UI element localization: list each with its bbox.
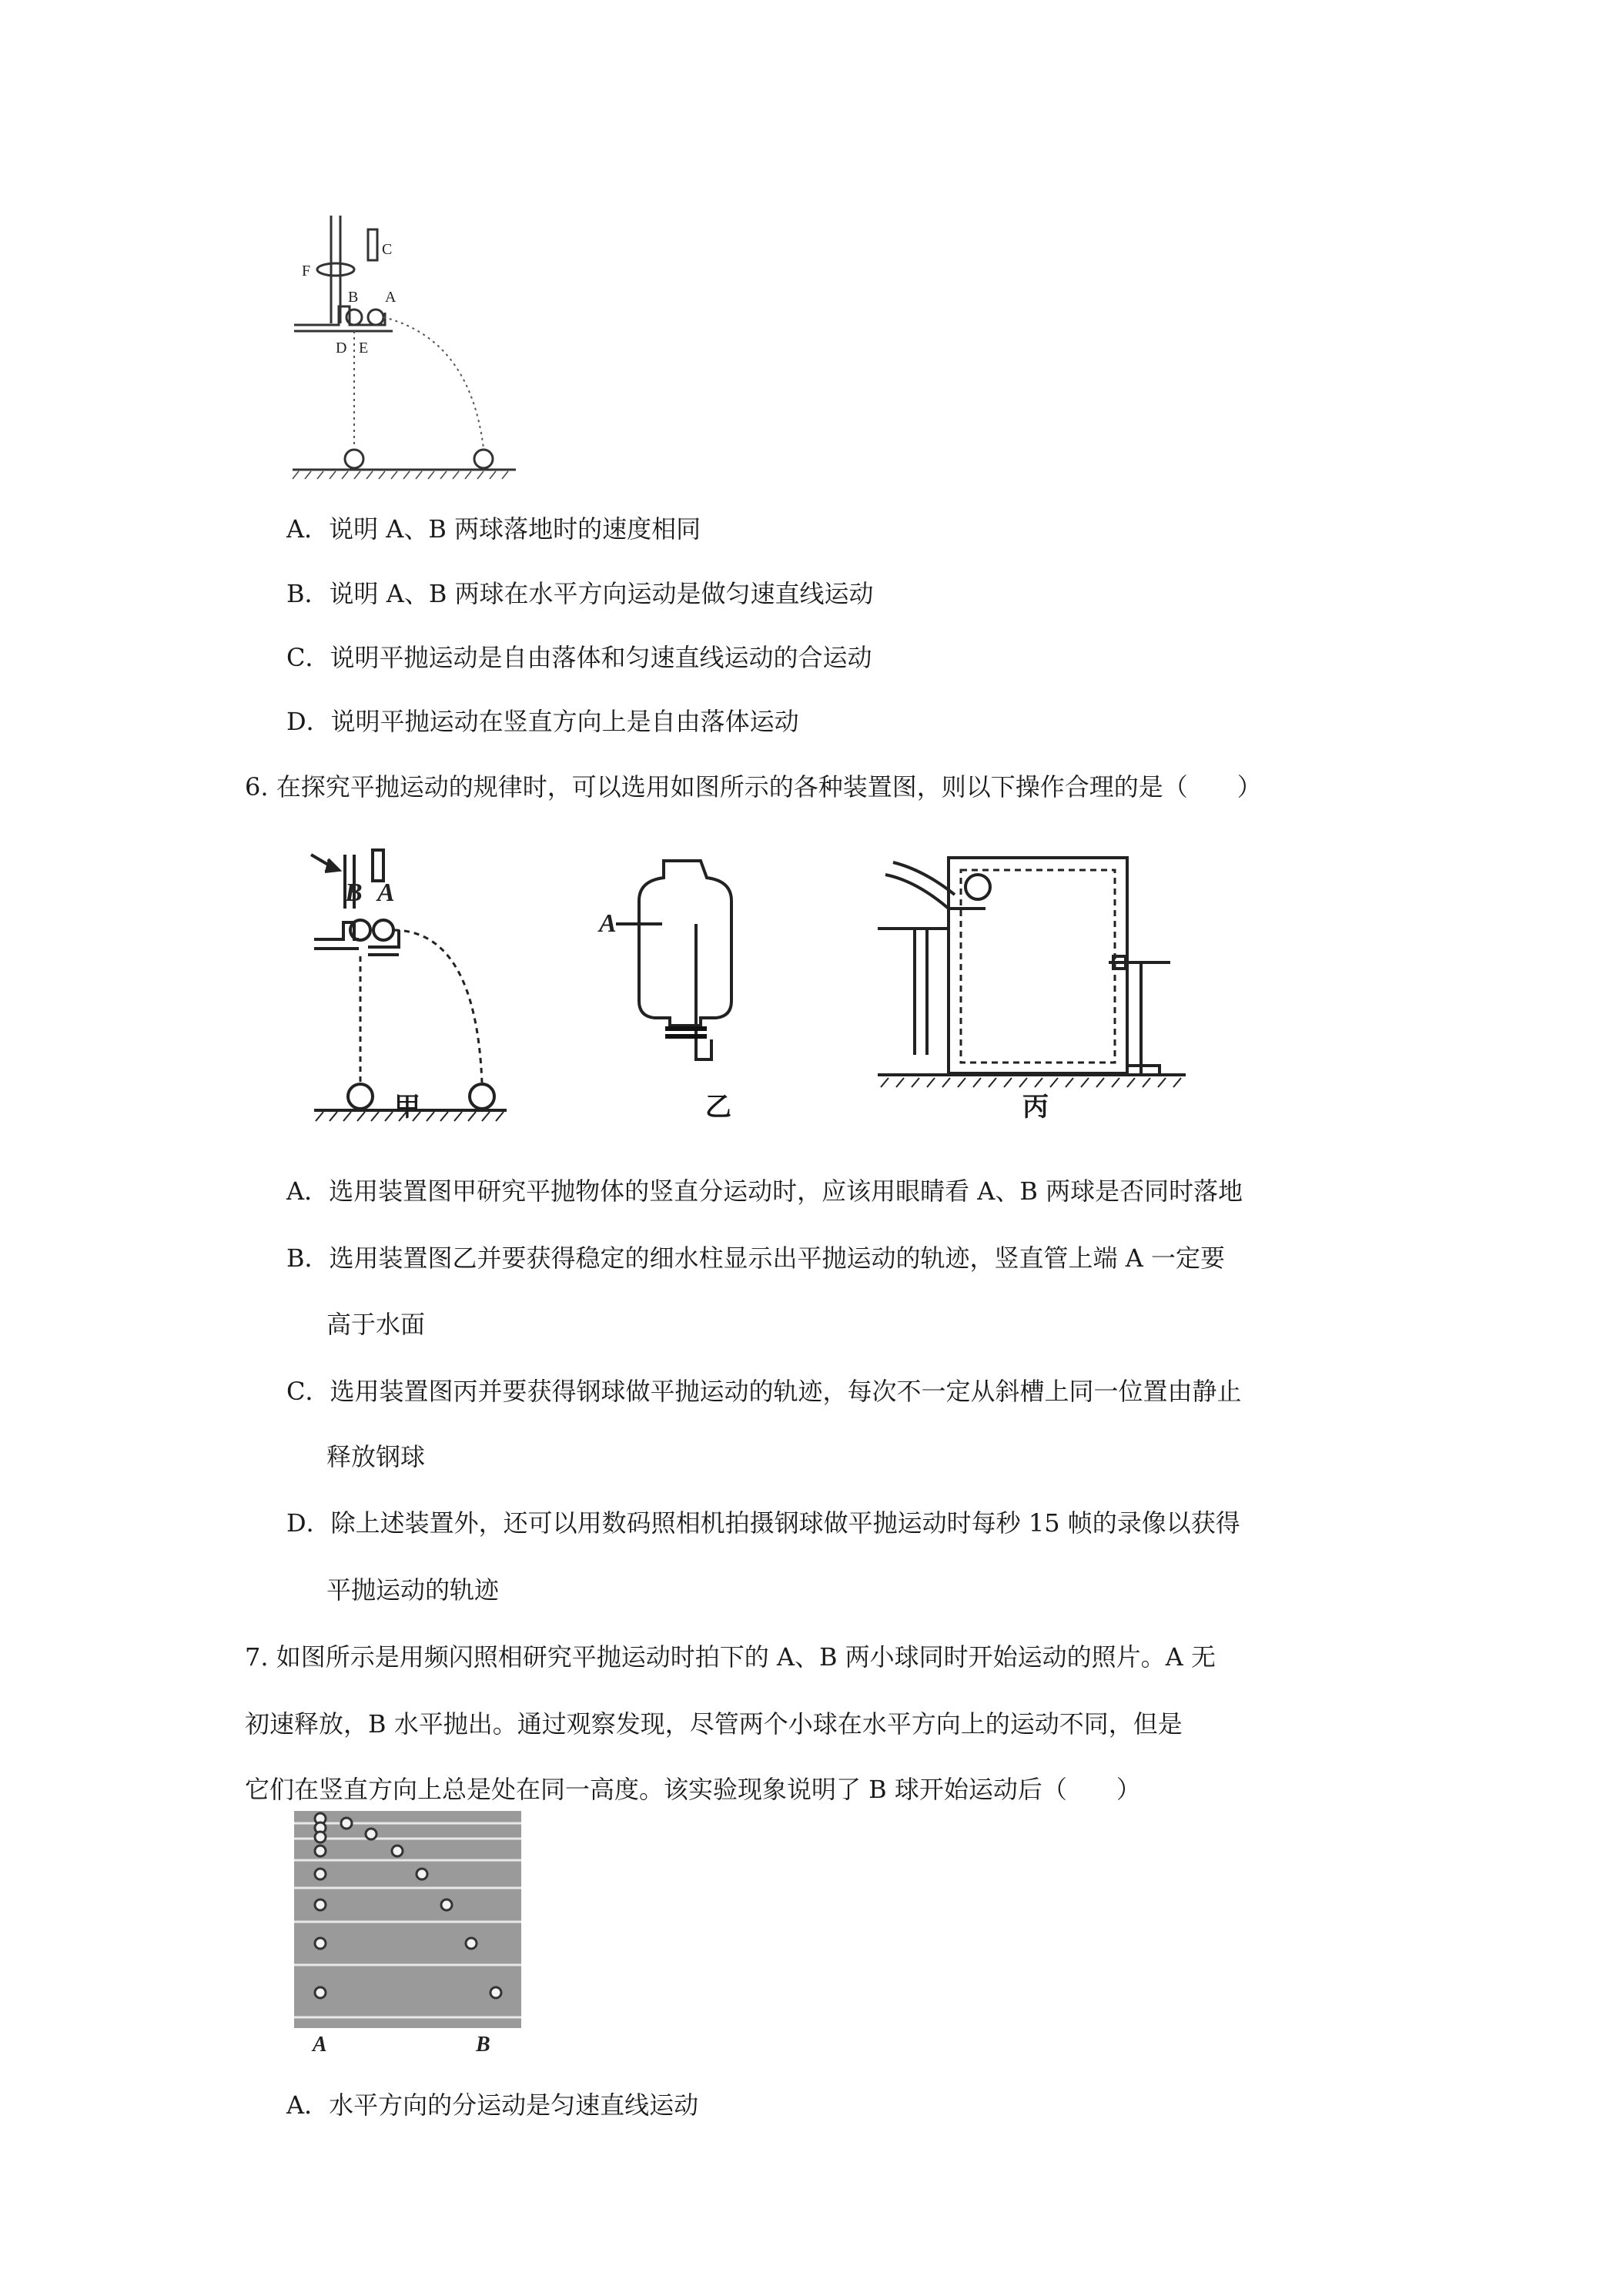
- jia-label-a: A: [377, 879, 395, 907]
- q6-option-d: D．除上述装置外，还可以用数码照相机拍摄钢球做平抛运动时每秒 15 帧的录像以获得: [286, 1508, 1240, 1538]
- q6-option-b-cont: 高于水面: [326, 1310, 426, 1339]
- q6-caption-bing: 丙: [1022, 1092, 1049, 1123]
- q6-caption-jia: 甲: [394, 1092, 420, 1123]
- q6-option-a: A．选用装置图甲研究平抛物体的竖直分运动时，应该用眼睛看 A、B 两球是否同时落地: [286, 1176, 1243, 1206]
- fig1-label-c: C: [382, 241, 393, 258]
- fig1-label-e: E: [359, 340, 369, 356]
- q5-option-d: D．说明平抛运动在竖直方向上是自由落体运动: [286, 707, 799, 736]
- q7-stem-line-1: 7. 如图所示是用频闪照相研究平抛运动时拍下的 A、B 两小球同时开始运动的照片。A 无: [245, 1642, 1216, 1672]
- q5-option-c: C．说明平抛运动是自由落体和匀速直线运动的合运动: [286, 643, 872, 672]
- figure-q5-apparatus: [285, 208, 531, 485]
- q6-option-c-cont: 释放钢球: [326, 1442, 426, 1471]
- fig1-label-a: A: [385, 289, 397, 306]
- figure-q7-strobe-photo: [294, 1811, 525, 2057]
- fig1-label-d: D: [336, 340, 347, 356]
- figure-q6-bing: [878, 847, 1186, 1093]
- q6-caption-yi: 乙: [705, 1092, 731, 1123]
- q5-option-b: B．说明 A、B 两球在水平方向运动是做匀速直线运动: [286, 579, 874, 608]
- q6-option-d-cont: 平抛运动的轨迹: [326, 1575, 500, 1605]
- q5-option-a: A．说明 A、B 两球落地时的速度相同: [286, 514, 701, 544]
- photo-label-a: A: [313, 2033, 327, 2057]
- q6-stem: 6. 在探究平抛运动的规律时，可以选用如图所示的各种装置图，则以下操作合理的是（ ）: [245, 772, 1262, 802]
- q6-option-c: C．选用装置图丙并要获得钢球做平抛运动的轨迹，每次不一定从斜槽上同一位置由静止: [286, 1377, 1242, 1406]
- q6-option-b: B．选用装置图乙并要获得稳定的细水柱显示出平抛运动的轨迹，竖直管上端 A 一定要: [286, 1243, 1225, 1273]
- jia-label-b: B: [345, 879, 363, 907]
- fig1-label-f: F: [302, 263, 311, 279]
- q7-stem-line-3: 它们在竖直方向上总是处在同一高度。该实验现象说明了 B 球开始运动后（ ）: [245, 1775, 1141, 1804]
- fig1-label-b: B: [348, 289, 359, 306]
- yi-label-a: A: [599, 909, 617, 938]
- figure-q6-jia: [306, 839, 516, 1132]
- q7-option-a: A．水平方向的分运动是匀速直线运动: [286, 2090, 699, 2120]
- photo-label-b: B: [476, 2033, 490, 2057]
- q7-stem-line-2: 初速释放，B 水平抛出。通过观察发现，尽管两个小球在水平方向上的运动不同，但是: [245, 1709, 1183, 1739]
- figure-q6-yi: [599, 847, 770, 1070]
